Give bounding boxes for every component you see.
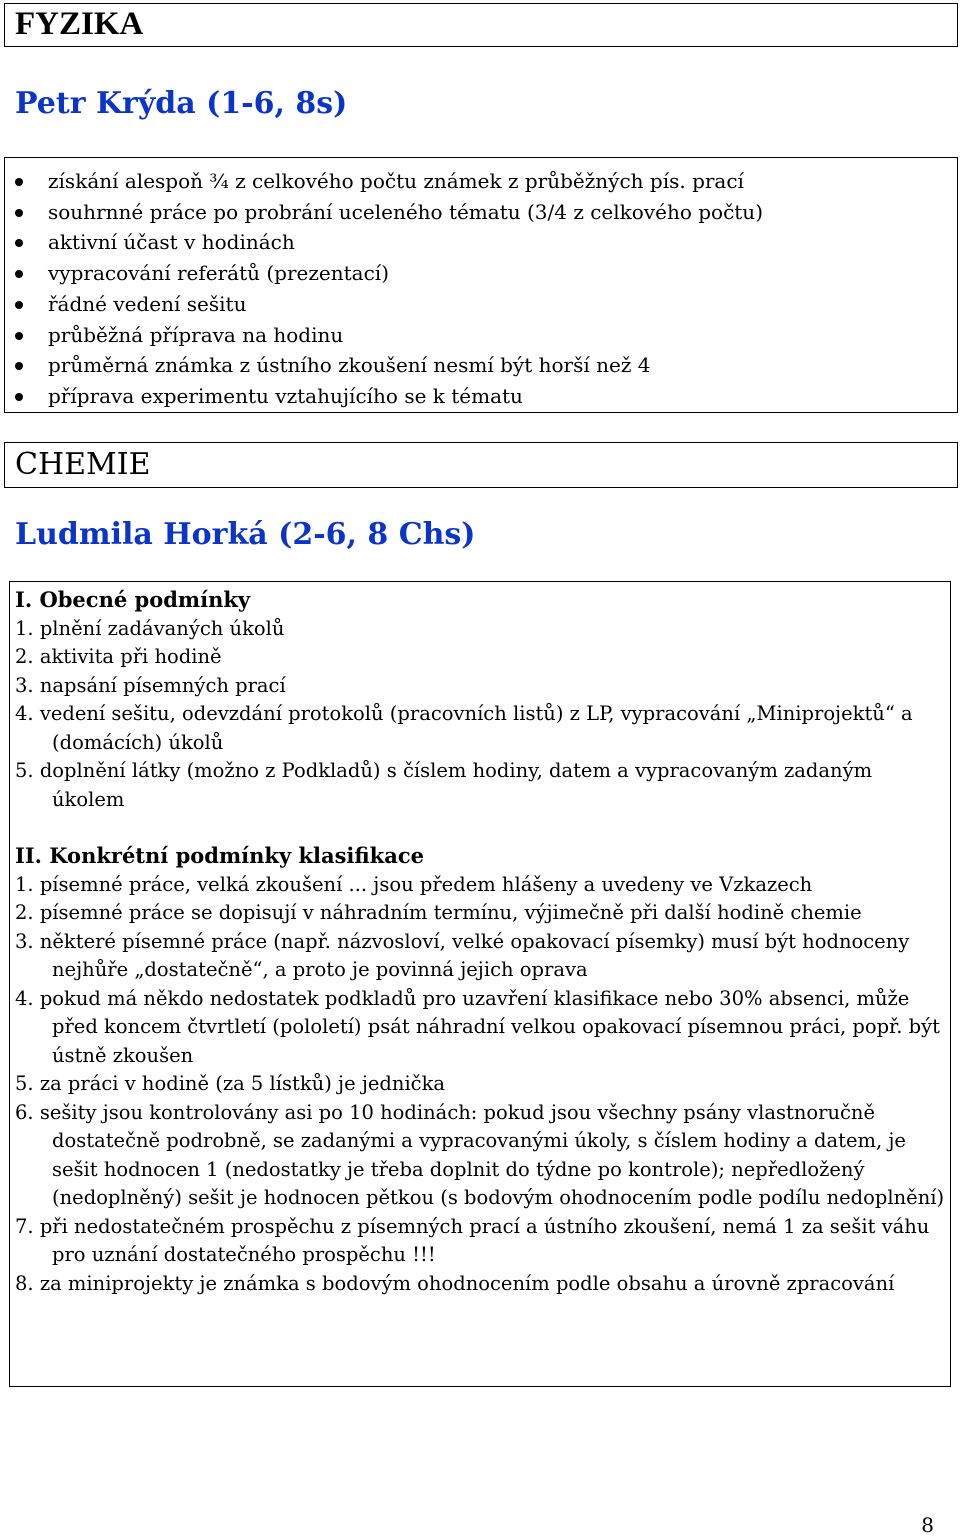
item-text: aktivita při hodině: [39, 645, 222, 668]
chemie-heading-box: [4, 442, 958, 488]
chemie-conditions-box: [9, 581, 951, 1387]
fyzika-heading-box: [4, 3, 958, 47]
section-title-general: I. Obecné podmínky: [15, 587, 251, 612]
item-text: napsání písemných prací: [39, 673, 286, 697]
item-text: vedení sešitu, odevzdání protokolů (pracovních listů) z LP, vypracování „Miniprojektů“ a (domácích) úkolů: [39, 702, 913, 754]
fyzika-requirements-box: [4, 157, 958, 413]
list-item: [10, 928, 950, 985]
page-number: 8: [921, 1513, 934, 1537]
list-item: získání alespoň ¾ z celkového počtu známek z průběžných pís. prací: [5, 166, 957, 197]
item-text: při nedostatečném prospěchu z písemných prací a ústního zkoušení, nemá 1 za sešit váhu pro uznání dostatečného prospěchu !!!: [39, 1214, 930, 1266]
item-number: 1.: [15, 872, 34, 896]
item-number: 2.: [15, 901, 34, 924]
item-number: 5.: [15, 759, 34, 782]
list-item: [10, 1070, 950, 1099]
list-item: aktivní účast v hodinách: [5, 227, 957, 258]
chemie-teacher: Ludmila Horká (2-6, 8 Chs): [15, 517, 476, 552]
item-text: za práci v hodině (za 5 lístků) je jednička: [39, 1072, 446, 1095]
list-item: příprava experimentu vztahujícího se k tématu: [5, 381, 957, 412]
item-number: 1.: [15, 616, 34, 640]
list-item: souhrnné práce po probrání uceleného tématu (3/4 z celkového počtu): [5, 197, 957, 228]
list-item: [10, 700, 950, 757]
item-number: 7.: [15, 1214, 34, 1238]
list-item: [10, 615, 950, 644]
item-number: 3.: [15, 929, 34, 953]
list-item: [10, 672, 950, 701]
list-item: [10, 871, 950, 900]
item-number: 8.: [15, 1271, 34, 1295]
item-text: některé písemné práce (např. názvosloví, velké opakovací písemky) musí být hodnoceny nejhůře „dostatečně“, a proto je povinná jejich oprava: [39, 929, 910, 981]
item-text: písemné práce se dopisují v náhradním termínu, výjimečně při další hodině chemie: [39, 901, 862, 924]
fyzika-teacher: Petr Krýda (1-6, 8s): [15, 86, 348, 121]
item-number: 6.: [15, 1100, 34, 1124]
item-number: 2.: [15, 645, 34, 668]
list-item: [10, 1213, 950, 1270]
chemie-heading: CHEMIE: [15, 447, 151, 482]
item-text: pokud má někdo nedostatek podkladů pro uzavření klasifikace nebo 30% absenci, může před koncem čtvrtletí (pololetí) psát náhradní velkou opakovací písemnou práci, popř. být ústně zkoušen: [39, 986, 940, 1067]
general-conditions-list: [10, 615, 950, 815]
list-item: průměrná známka z ústního zkoušení nesmí být horší než 4: [5, 350, 957, 381]
item-number: 4.: [15, 702, 34, 725]
specific-conditions-list: [10, 871, 950, 1299]
item-text: písemné práce, velká zkoušení ... jsou předem hlášeny a uvedeny ve Vzkazech: [39, 872, 813, 896]
item-text: doplnění látky (možno z Podkladů) s číslem hodiny, datem a vypracovaným zadaným úkolem: [39, 759, 873, 811]
item-text: plnění zadávaných úkolů: [39, 616, 285, 640]
item-number: 4.: [15, 986, 34, 1010]
list-item: [10, 899, 950, 928]
fyzika-heading: FYZIKA: [15, 6, 144, 42]
list-item: řádné vedení sešitu: [5, 289, 957, 320]
fyzika-requirements-list: [5, 166, 957, 412]
item-text: sešity jsou kontrolovány asi po 10 hodinách: pokud jsou všechny psány vlastnoručně dostatečně podrobně, se zadanými a vypracovanými úkoly, s číslem hodiny a datem, je sešit hodnocen 1 (nedostatky je třeba doplnit do týdne po kontrole); nepředložený (nedoplněný) sešit je hodnocen pětkou (s bodovým ohodnocením podle podílu nedoplnění): [39, 1100, 945, 1209]
item-number: 5.: [15, 1072, 34, 1095]
item-text: za miniprojekty je známka s bodovým ohodnocením podle obsahu a úrovně zpracování: [39, 1271, 895, 1295]
list-item: [10, 1270, 950, 1299]
list-item: [10, 1099, 950, 1213]
list-item: [10, 985, 950, 1071]
item-number: 3.: [15, 673, 34, 697]
list-item: průběžná příprava na hodinu: [5, 320, 957, 351]
section-title-specific: II. Konkrétní podmínky klasifikace: [15, 843, 424, 868]
list-item: vypracování referátů (prezentací): [5, 258, 957, 289]
list-item: [10, 757, 950, 814]
list-item: [10, 643, 950, 672]
